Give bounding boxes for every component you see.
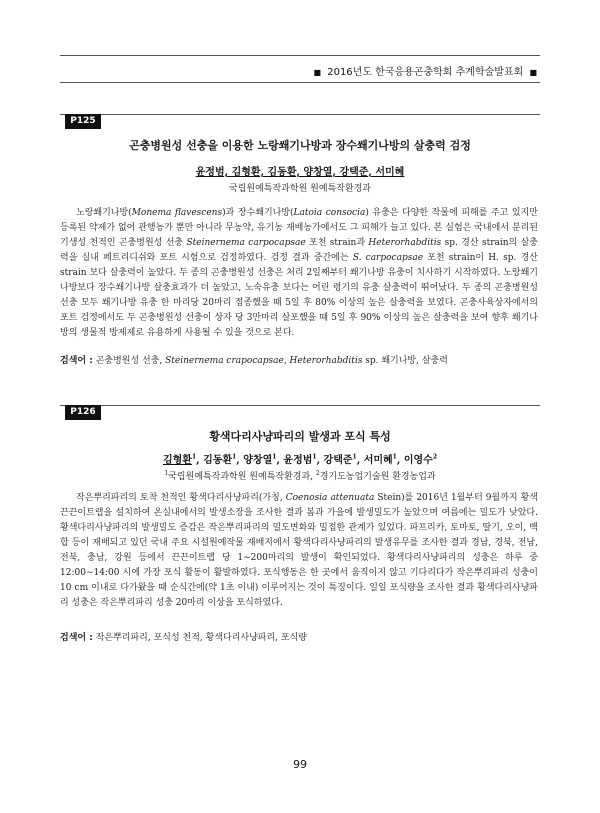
page-number: 99 bbox=[293, 758, 307, 771]
header-marker-left: ■ bbox=[313, 68, 322, 77]
abstract-id-badge: P125 bbox=[65, 114, 101, 129]
affiliation: 국립원예특작과학원 원예특작환경과 bbox=[229, 184, 371, 194]
keywords: 검색어 : 작은뿌리파리, 포식성 천적, 황색다리사냥파리, 포식량 bbox=[60, 633, 307, 643]
running-header bbox=[60, 63, 540, 78]
author-list: 김형환$^1$, 김동환$^1$, 양창열$^1$, 윤정범$^1$, 강택준$^1$, 서미혜$^1$, 이영수$^2$ bbox=[162, 453, 437, 466]
affiliation: $^1$국립원예특작과학원 원예특작환경과, $^2$경기도농업기술원 환경농업과 bbox=[164, 470, 436, 482]
abstract-id-badge: P126 bbox=[65, 405, 101, 420]
keywords-label: 검색어 : bbox=[60, 356, 93, 366]
header-marker-right: ■ bbox=[529, 68, 537, 77]
keywords-label: 검색어 : bbox=[60, 633, 93, 643]
author-list bbox=[60, 163, 540, 178]
abstract-body: 노랑쐐기나방(Monema flavescens)과 장수쐐기나방(Latoia consocia) 유충은 다양한 작물에 피해를 주고 있지만 등록된 약제가 없어 관행농가 뿐만 아니라 무농약, 유기농 재배농가에서도 그 피해가 늘고 있다. 본 실험은 국내에서 분리된 기생성 천적인 곤충병원성 선충 Steinernema carpocapsae 포천 strain과 Heterorhabditis sp. 경산 strain의 살충력을 실내 페트리디쉬와 포트 시험으로 검정하였다. 검정 결과 중간에는 S. carpocapsae 포천 strain이 H. sp. 경산 strain 보다 살충력이 높았다. 두 종의 곤충병원성 선충은 처리 2일째부터 쐐기나방 유충이 치사하기 시작하였다. 노랑쐐기나방보다 장수쐐기나방 살충효과가 더 높았고, 노숙유충 보다는 어린 령기의 유충 살충력이 뛰어났다. 두 종의 곤충병원성 선충 모두 쐐기나방 유충 한 마리당 20마리 접종했을 때 5일 후 80% 이상의 높은 살충력을 보였다. 곤충사육상자에서의 포트 검정에서도 두 곤충병원성 선충이 상자 당 3만마리 살포했을 때 5일 후 90% 이상의 높은 살충력을 보여 향후 쐐기나방의 생물적 방제제로 유용하게 사용될 수 있을 것으로 본다. bbox=[60, 208, 539, 338]
authors: 윤정범, 김형환, 김동환, 양창열, 강택준, 서미혜 bbox=[195, 167, 405, 178]
section-rule bbox=[60, 405, 540, 406]
conference-title: 2016년도 한국응용곤충학회 추계학술발표회 bbox=[327, 67, 524, 78]
section-rule bbox=[60, 114, 540, 115]
keywords: 검색어 : 곤충병원성 선충, Steinernema crapocapsae, Heterorhabditis sp. 쐐기나방, 살충력 bbox=[60, 356, 448, 366]
header-rule-top bbox=[60, 55, 540, 56]
abstract-title: 황색다리사냥파리의 발생과 포식 특성 bbox=[209, 430, 391, 443]
abstract-body: 작은뿌리파리의 토착 천적인 황색다리사냥파리(가칭, Coenosia attenuata Stein)를 2016년 1월부터 9월까지 황색끈끈이트랩을 설치하여 온실내에서의 발생소장을 조사한 결과 봄과 가을에 발생밀도가 높았으며 여름에는 밀도가 낮았다. 황색다리사냥파리의 발생밀도 증감은 작은뿌리파리의 밀도변화와 밀접한 관계가 있었다. 파프리카, 토마토, 딸기, 오이, 백합 등이 재배되고 있던 국내 주요 시설원예작물 재배지에서 황색다리사냥파리의 발생유무를 조사한 결과 경남, 경북, 전남, 전북, 충남, 강원 등에서 끈끈이트랩 당 1∼200마리의 발생이 확인되었다. 황색다리사냥파리의 성충은 하루 중 12:00∼14:00 시에 가장 포식 활동이 활발하였다. 포식행동은 한 곳에서 움직이지 않고 기다리다가 작은뿌리파리 성충이 10 cm 이내로 다가왔을 때 순식간에(약 1초 이내) 이루어지는 것이 특징이다. 일일 포식량을 조사한 결과 황색다리사냥파리 성충은 작은뿌리파리 성충 20마리 이상을 포식하였다. bbox=[60, 493, 538, 608]
abstract-title: 곤충병원성 선충을 이용한 노랑쐐기나방과 장수쐐기나방의 살충력 검정 bbox=[129, 139, 471, 152]
header-rule-bottom bbox=[60, 82, 540, 83]
